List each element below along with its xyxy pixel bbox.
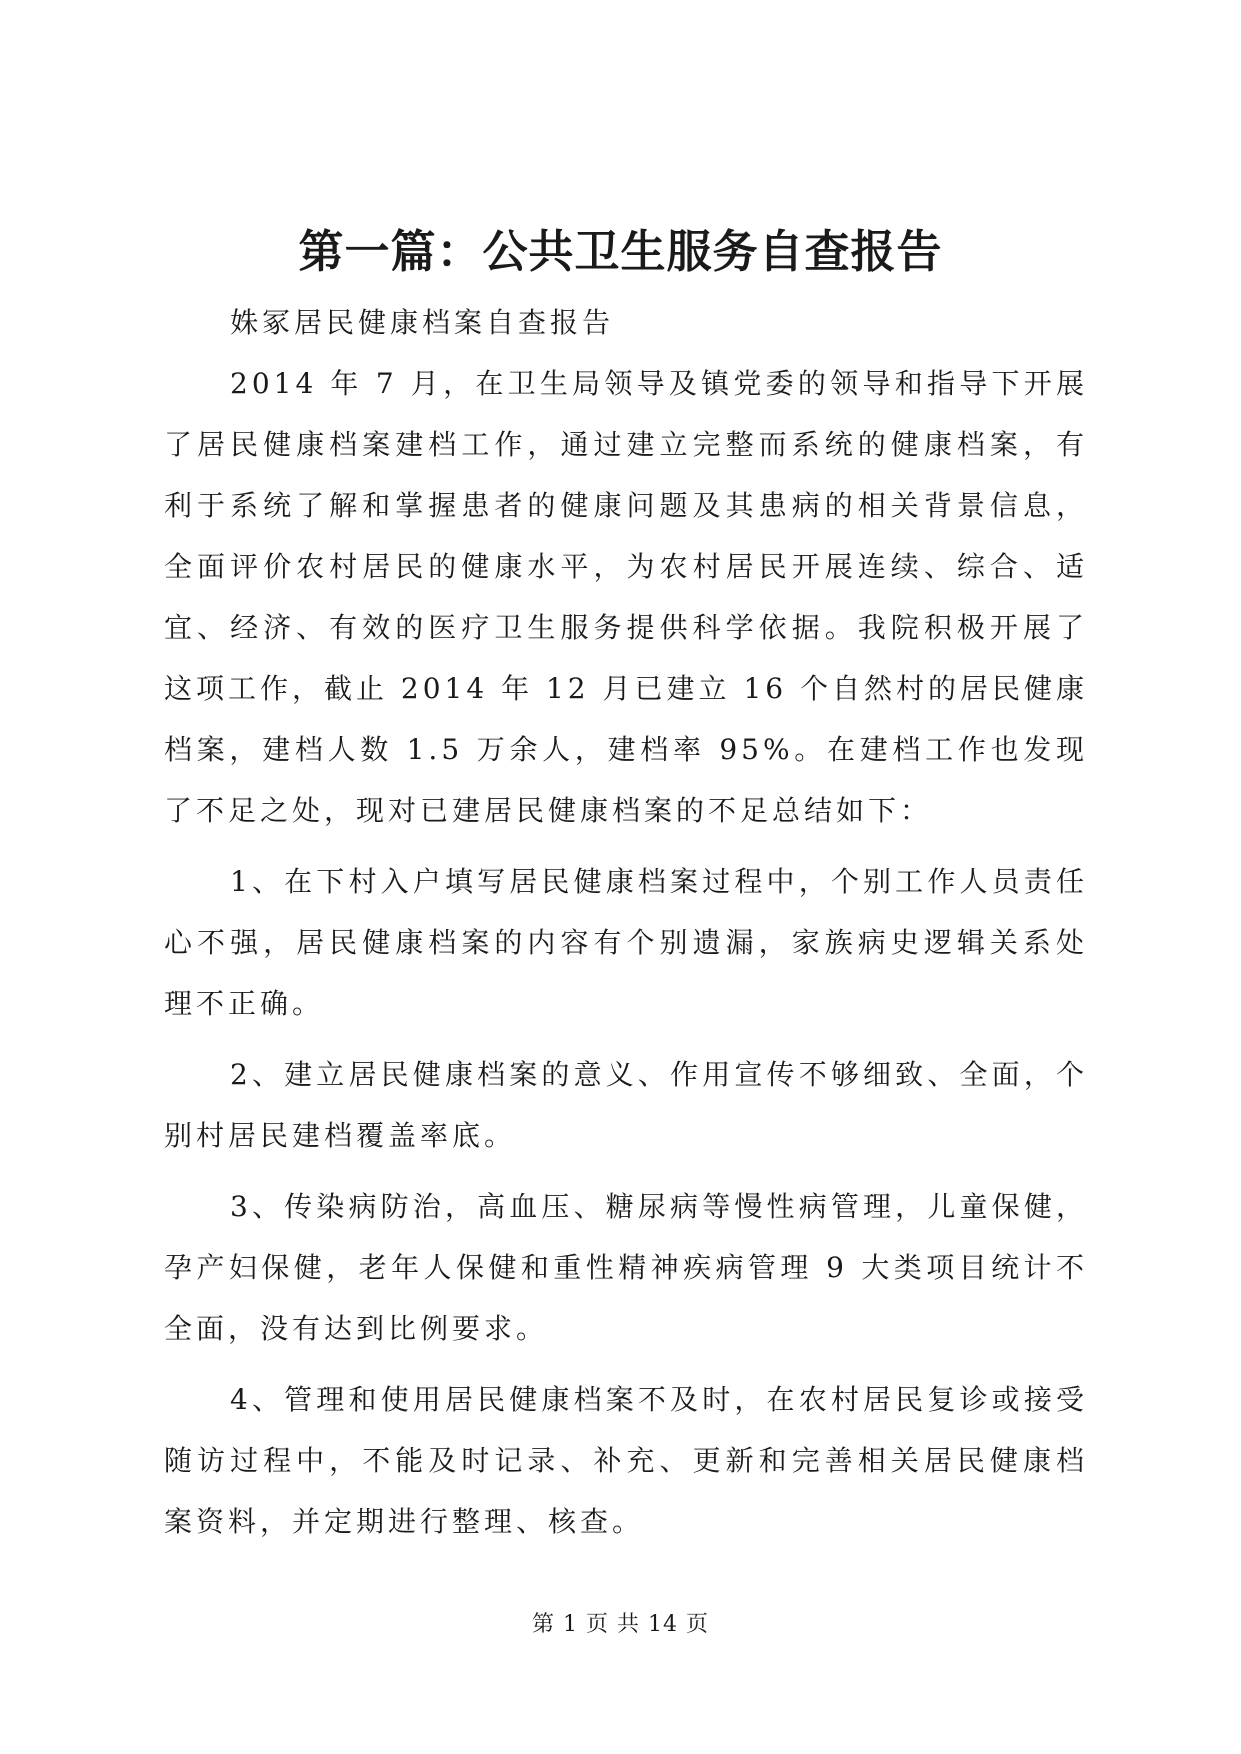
paragraph-subtitle: 姝冢居民健康档案自查报告 [230, 306, 615, 339]
document-body [164, 292, 1088, 1552]
page-number-footer: 第 1 页 共 14 页 [532, 1612, 709, 1637]
paragraph-intro: 2014 年 7 月，在卫生局领导及镇党委的领导和指导下开展了居民健康档案建档工作，通过建立完整而系统的健康档案，有利于系统了解和掌握患者的健康问题及其患病的相关背景信息，全面评价农村居民的健康水平，为农村居民开展连续、综合、适宜、经济、有效的医疗卫生服务提供科学依据。我院积极开展了这项工作，截止 2014 年 12 月已建立 16 个自然村的居民健康档案，建档人数 1.5 万余人，建档率 95%。在建档工作也发现了不足之处，现对已建居民健康档案的不足总结如下： [164, 367, 1088, 827]
paragraph-item-3: 3、传染病防治，高血压、糖尿病等慢性病管理，儿童保健，孕产妇保健，老年人保健和重性精神疾病管理 9 大类项目统计不全面，没有达到比例要求。 [164, 1190, 1088, 1345]
paragraph-item-2: 2、建立居民健康档案的意义、作用宣传不够细致、全面，个别村居民建档覆盖率底。 [164, 1058, 1088, 1152]
document-title: 第一篇：公共卫生服务自查报告 [298, 225, 943, 278]
paragraph-item-1: 1、在下村入户填写居民健康档案过程中，个别工作人员责任心不强，居民健康档案的内容有个别遗漏，家族病史逻辑关系处理不正确。 [164, 865, 1088, 1020]
paragraph-item-4: 4、管理和使用居民健康档案不及时，在农村居民复诊或接受随访过程中，不能及时记录、补充、更新和完善相关居民健康档案资料，并定期进行整理、核查。 [164, 1383, 1088, 1538]
